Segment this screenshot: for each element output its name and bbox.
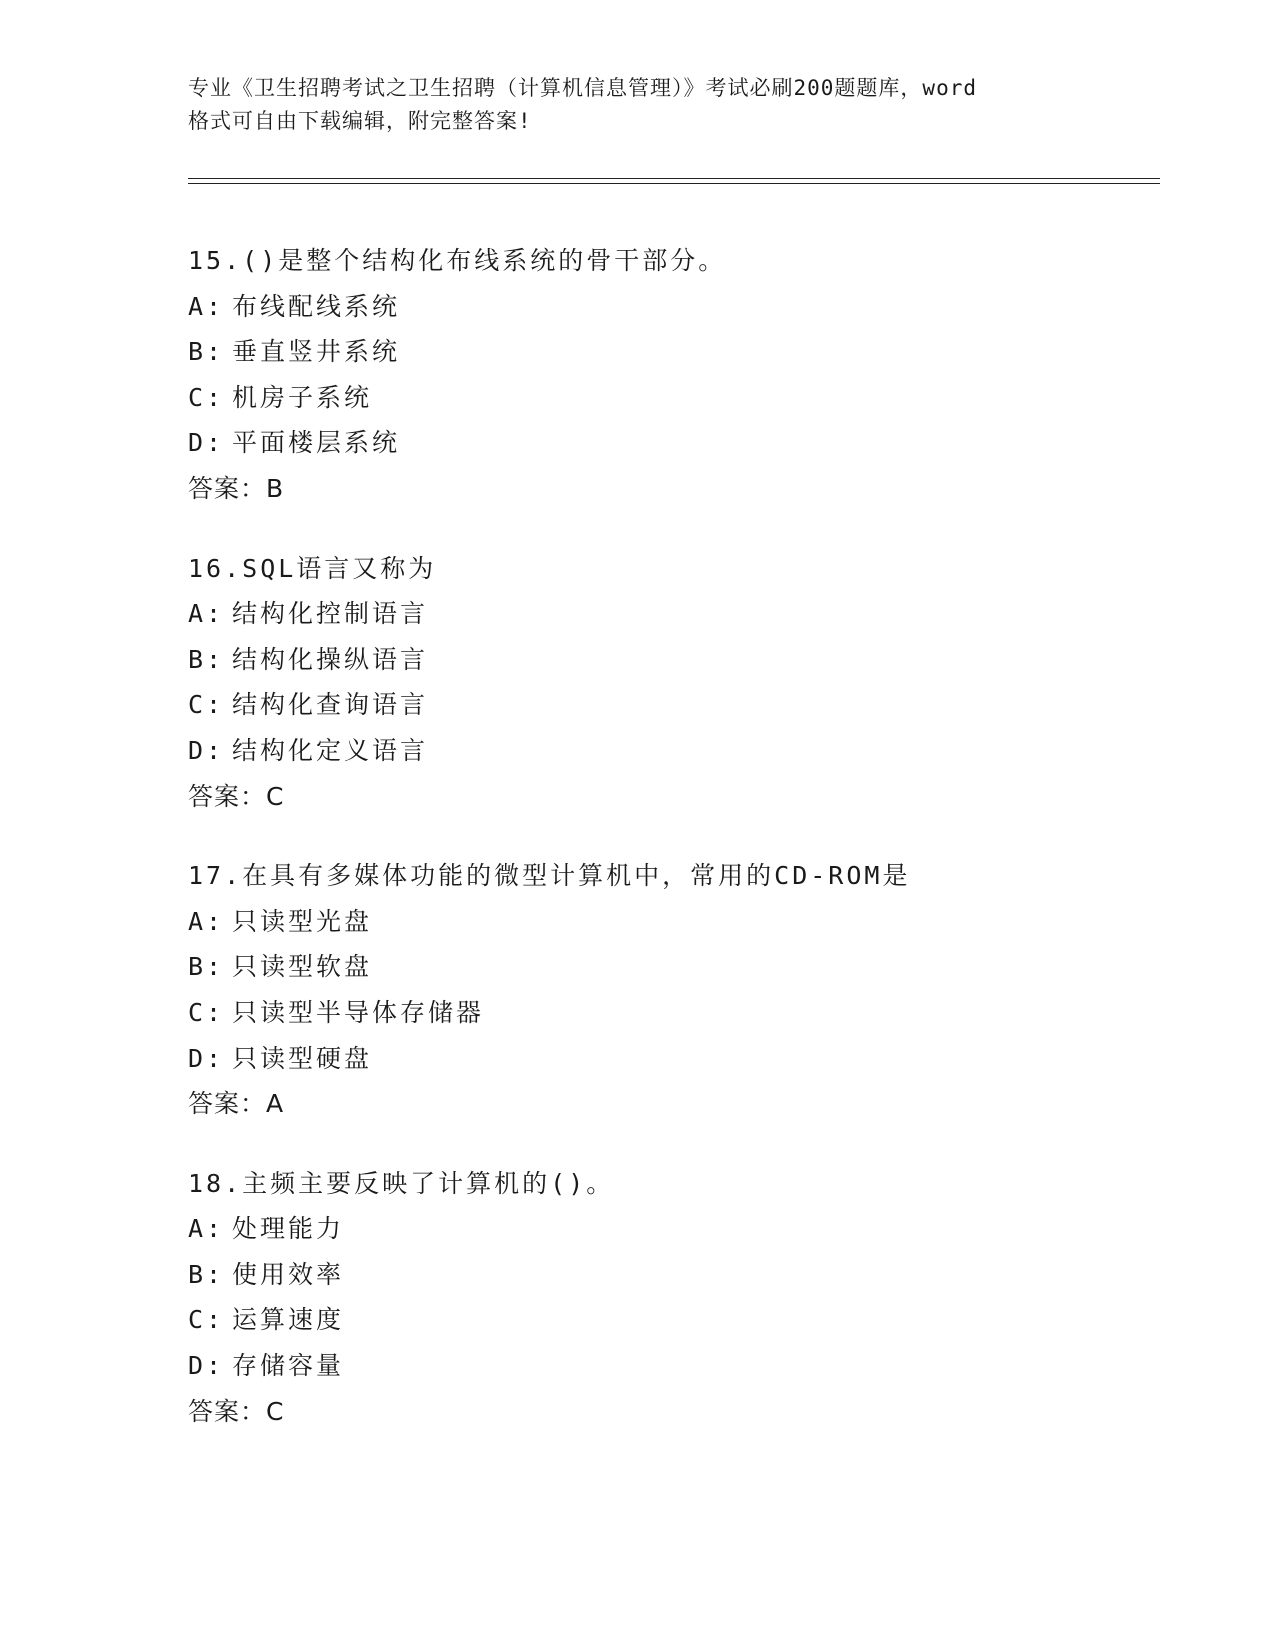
question-stem: 15.()是整个结构化布线系统的骨干部分。: [188, 246, 727, 275]
option-text: 结构化控制语言: [232, 599, 429, 629]
option-c: [188, 682, 1148, 728]
question-16: [188, 546, 1148, 820]
header-line-2: 格式可自由下载编辑，附完整答案!: [188, 109, 532, 133]
option-text: 处理能力: [232, 1214, 345, 1244]
option-text: 布线配线系统: [232, 291, 401, 321]
option-b: [188, 329, 1148, 375]
option-letter: B:: [188, 337, 225, 367]
option-letter: B:: [188, 644, 225, 674]
question-stem: 18.主频主要反映了计算机的()。: [188, 1168, 615, 1198]
option-text: 只读型半导体存储器: [232, 997, 485, 1027]
option-letter: A:: [188, 291, 225, 321]
question-17: [188, 853, 1148, 1127]
option-letter: D:: [188, 735, 225, 765]
document-header: [188, 72, 1088, 138]
option-letter: C:: [188, 382, 225, 412]
option-letter: A:: [188, 1214, 225, 1244]
question-15: [188, 238, 1148, 512]
header-divider-top: [188, 178, 1160, 179]
answer-line: 答案：C: [188, 1396, 285, 1426]
option-letter: A:: [188, 906, 225, 936]
header-line-1: 专业《卫生招聘考试之卫生招聘（计算机信息管理）》考试必刷200题题库，word: [188, 76, 977, 100]
option-letter: D:: [188, 1351, 225, 1381]
option-letter: A:: [188, 599, 225, 629]
option-c: [188, 375, 1148, 421]
option-b: [188, 1252, 1148, 1298]
option-letter: D:: [188, 428, 225, 458]
option-d: [188, 1343, 1148, 1389]
option-text: 结构化查询语言: [232, 690, 429, 720]
option-text: 只读型光盘: [232, 906, 373, 936]
answer-line: 答案：C: [188, 781, 285, 811]
option-text: 平面楼层系统: [232, 428, 401, 458]
option-d: [188, 728, 1148, 774]
question-18: [188, 1161, 1148, 1435]
option-text: 使用效率: [232, 1259, 345, 1289]
option-text: 存储容量: [232, 1351, 345, 1381]
question-stem: 16.SQL语言又称为: [188, 553, 437, 583]
option-letter: B:: [188, 1259, 225, 1289]
option-b: [188, 944, 1148, 990]
question-stem: 17.在具有多媒体功能的微型计算机中，常用的CD-ROM是: [188, 861, 911, 891]
option-a: [188, 284, 1148, 330]
option-a: [188, 1206, 1148, 1252]
option-letter: C:: [188, 690, 225, 720]
option-c: [188, 990, 1148, 1036]
header-divider-bottom: [188, 183, 1160, 184]
answer-line: 答案：B: [188, 473, 285, 503]
option-a: [188, 591, 1148, 637]
option-text: 运算速度: [232, 1305, 345, 1335]
answer-line: 答案：A: [188, 1089, 285, 1119]
option-text: 只读型软盘: [232, 952, 373, 982]
option-a: [188, 899, 1148, 945]
option-letter: C:: [188, 997, 225, 1027]
option-text: 机房子系统: [232, 382, 373, 412]
option-letter: C:: [188, 1305, 225, 1335]
option-letter: B:: [188, 952, 225, 982]
option-c: [188, 1297, 1148, 1343]
option-d: [188, 420, 1148, 466]
option-d: [188, 1036, 1148, 1082]
question-list: [188, 238, 1148, 1468]
option-letter: D:: [188, 1043, 225, 1073]
option-text: 结构化操纵语言: [232, 644, 429, 674]
option-b: [188, 637, 1148, 683]
option-text: 结构化定义语言: [232, 735, 429, 765]
option-text: 垂直竖井系统: [232, 337, 401, 367]
option-text: 只读型硬盘: [232, 1043, 373, 1073]
